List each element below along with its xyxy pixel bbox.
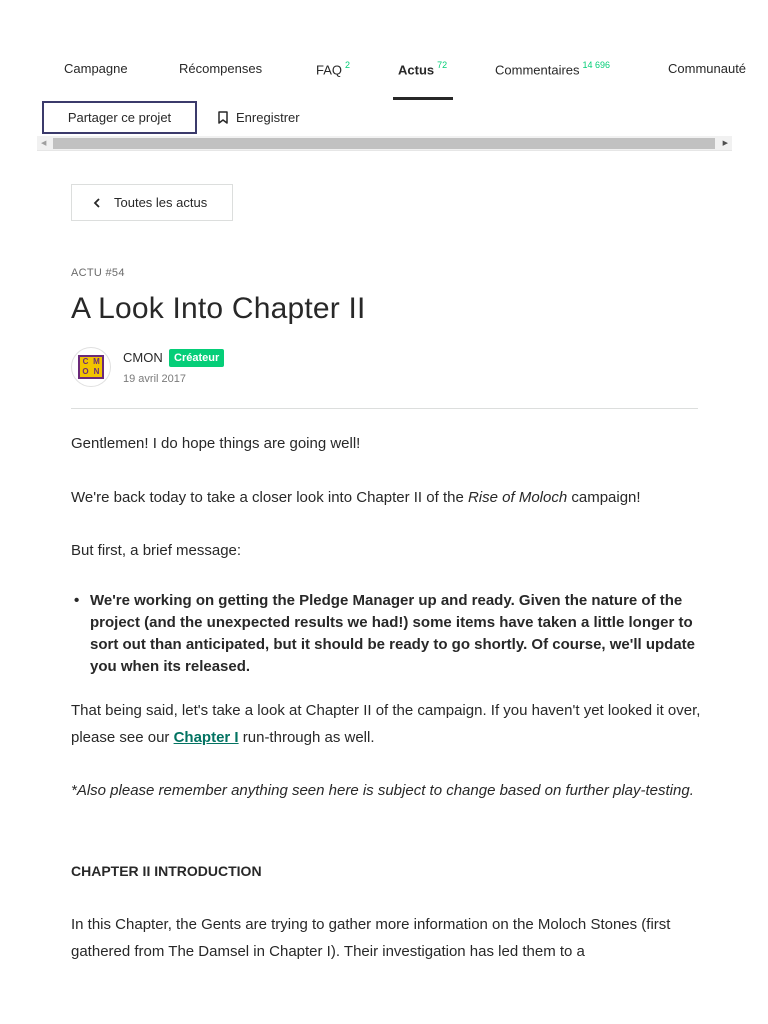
tab-count: 72 — [437, 60, 448, 70]
campaign-name: Rise of Moloch — [467, 489, 568, 506]
tab-label: FAQ — [316, 62, 343, 78]
text: run-through as well. — [238, 729, 375, 746]
paragraph: Gentlemen! I do hope things are going well! — [71, 435, 361, 452]
tab-campagne[interactable] — [64, 61, 128, 76]
update-title: A Look Into Chapter II — [71, 292, 366, 325]
save-label: Enregistrer — [236, 109, 300, 125]
disclaimer-paragraph: *Also please remember anything seen here is subject to change based on further play-testing. — [71, 782, 694, 799]
paragraph — [71, 697, 701, 751]
logo-letter: C — [82, 357, 89, 366]
tab-faq[interactable] — [316, 61, 350, 77]
chevron-left-icon — [92, 197, 102, 209]
logo-letter: M — [93, 357, 100, 366]
tab-label: Communauté — [668, 61, 747, 76]
avatar[interactable] — [71, 347, 111, 387]
tab-label: Campagne — [64, 61, 128, 76]
list-item: • We're working on getting the Pledge Manager up and ready. Given the nature of the project (and the unexpected results we had!) some items have taken a little longer to sort out than anticipated, but it should be ready to go shortly. Of course, we'll update you when its released. — [71, 590, 701, 678]
tab-communaute[interactable] — [668, 61, 746, 76]
tab-label: Actus — [398, 62, 435, 78]
tab-label: Récompenses — [179, 61, 263, 76]
share-label: Partager ce projet — [67, 110, 172, 125]
section-heading: CHAPTER II INTRODUCTION — [71, 863, 262, 879]
horizontal-scrollbar[interactable] — [37, 136, 732, 151]
update-number: ACTU #54 — [71, 267, 125, 279]
tab-label: Commentaires — [495, 62, 580, 78]
chapter-one-link[interactable]: Chapter I — [173, 729, 239, 746]
tab-count: 2 — [345, 60, 351, 70]
author-name[interactable]: CMON — [123, 350, 163, 365]
logo-letter: N — [93, 367, 100, 376]
scroll-right-icon[interactable]: ▶ — [722, 140, 728, 147]
paragraph: In this Chapter, the Gents are trying to gather more information on the Moloch Stones (first gathered from The Damsel in Chapter I). Their investigation has led them to a — [71, 916, 671, 960]
all-updates-button[interactable] — [71, 184, 233, 221]
tab-commentaires[interactable] — [495, 61, 610, 77]
text: campaign! — [567, 489, 641, 506]
save-project-button[interactable] — [218, 108, 300, 126]
tab-actus[interactable] — [398, 61, 447, 77]
project-tabs — [0, 0, 768, 100]
active-tab-indicator — [393, 97, 453, 100]
all-updates-label: Toutes les actus — [114, 195, 208, 210]
paragraph: But first, a brief message: — [71, 542, 242, 559]
bookmark-icon — [218, 111, 228, 124]
tab-recompenses[interactable] — [179, 61, 262, 76]
share-project-button[interactable] — [42, 101, 197, 134]
text: That being said, let's take a look at Chapter II of the campaign. If you haven't yet looked it over, please see our — [71, 702, 701, 746]
creator-badge: Créateur — [169, 349, 224, 367]
cmon-logo — [78, 355, 104, 379]
post-date: 19 avril 2017 — [123, 373, 186, 385]
scrollbar-thumb[interactable] — [53, 138, 715, 149]
divider — [71, 408, 698, 409]
tab-count: 14 696 — [582, 60, 611, 70]
text: We're back today to take a closer look into Chapter II of the — [71, 489, 468, 506]
logo-letter: O — [82, 367, 89, 376]
scroll-left-icon[interactable]: ◀ — [41, 140, 47, 147]
paragraph — [71, 484, 641, 511]
